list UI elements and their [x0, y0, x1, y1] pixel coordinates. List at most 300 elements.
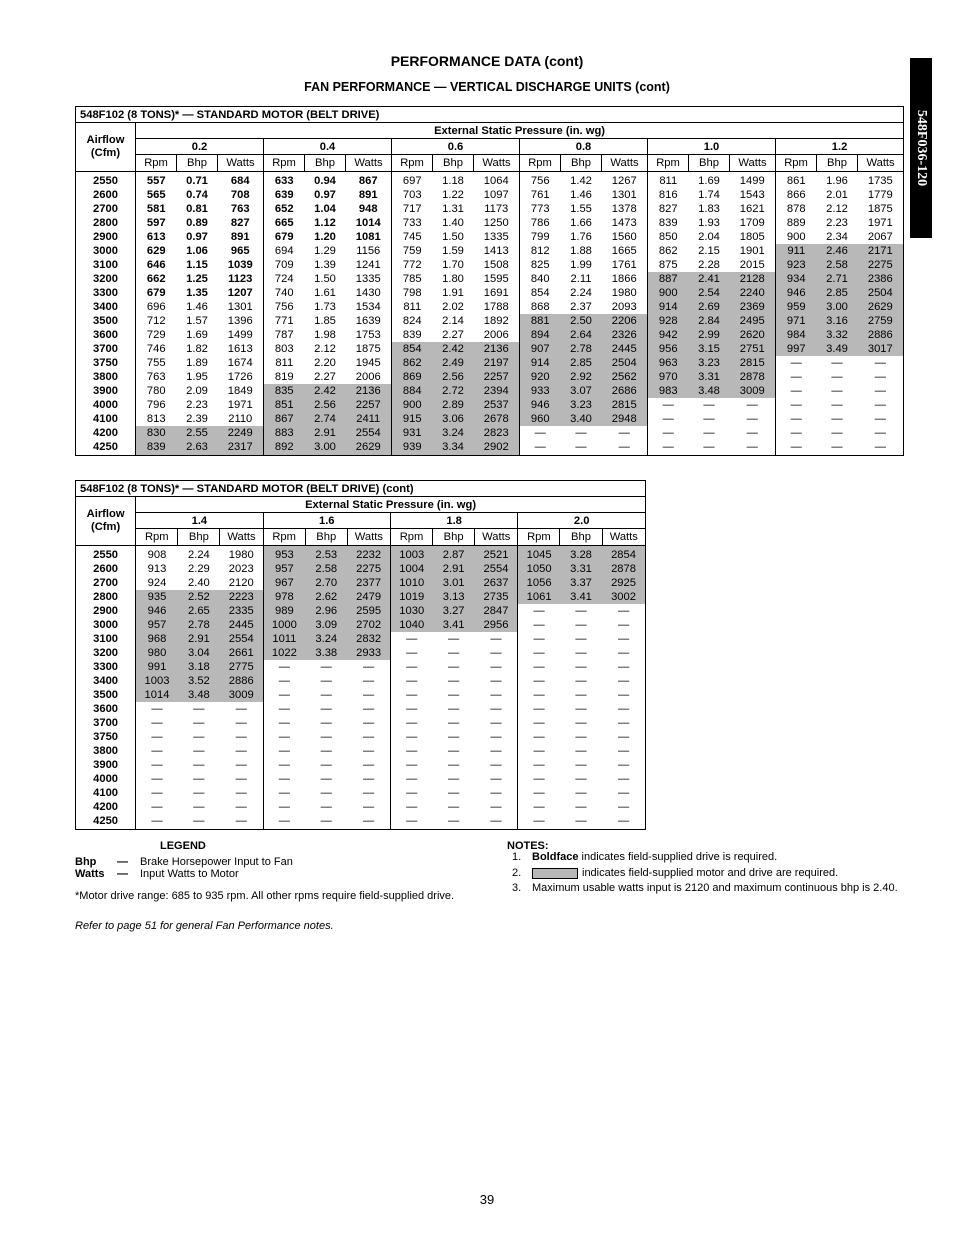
legend-abbr: Bhp — [75, 856, 97, 868]
data-cell: 3.37 — [560, 576, 602, 590]
data-cell: 697 — [392, 172, 433, 189]
data-cell: 613 — [136, 230, 177, 244]
data-cell: 0.94 — [314, 175, 336, 187]
data-cell: 3.16 — [817, 314, 858, 328]
data-cell: — — [263, 772, 305, 786]
data-cell: 980 — [136, 646, 178, 660]
table-row — [76, 412, 904, 426]
data-cell: — — [347, 716, 390, 730]
data-cell: 878 — [776, 202, 817, 216]
data-cell: — — [475, 772, 518, 786]
data-cell: 0.89 — [186, 217, 208, 229]
data-cell: 724 — [264, 272, 305, 286]
data-cell: — — [475, 660, 518, 674]
data-cell: — — [575, 647, 587, 659]
data-cell: — — [730, 426, 776, 440]
airflow-cell: 3800 — [76, 744, 136, 758]
data-cell: 1.95 — [186, 371, 208, 383]
airflow-cell: 4200 — [76, 800, 136, 814]
data-cell: 942 — [648, 328, 689, 342]
data-cell: — — [320, 689, 332, 701]
data-cell: — — [575, 787, 587, 799]
airflow-cell: 3300 — [76, 286, 136, 300]
page-subtitle: FAN PERFORMANCE — VERTICAL DISCHARGE UNITS (cont) — [304, 80, 670, 94]
data-cell: — — [263, 660, 305, 674]
data-cell: 3.34 — [433, 440, 474, 456]
data-cell: 935 — [136, 590, 178, 604]
data-cell: 1081 — [346, 230, 392, 244]
data-cell: — — [518, 702, 560, 716]
data-cell: 1156 — [346, 244, 392, 258]
data-cell: 2.84 — [689, 314, 730, 328]
data-cell: 2.78 — [561, 342, 602, 356]
data-cell: 2.15 — [698, 245, 720, 257]
data-cell: 771 — [264, 314, 305, 328]
data-cell: 786 — [520, 216, 561, 230]
data-cell: 984 — [776, 328, 817, 342]
data-cell: 1022 — [263, 646, 305, 660]
data-cell: 2.42 — [433, 342, 474, 356]
data-cell: 963 — [648, 356, 689, 370]
data-cell: — — [220, 716, 263, 730]
data-cell: 2637 — [475, 576, 518, 590]
data-cell: 2.63 — [177, 440, 218, 456]
data-cell: 2377 — [347, 576, 390, 590]
data-cell: 811 — [264, 356, 305, 370]
data-cell: 2386 — [858, 272, 904, 286]
data-cell: — — [575, 661, 587, 673]
data-cell: 2902 — [474, 440, 520, 456]
data-cell: 1.70 — [442, 259, 464, 271]
data-cell: 911 — [776, 244, 817, 258]
data-cell: 1971 — [858, 216, 904, 230]
data-cell: 827 — [218, 216, 264, 230]
data-cell: 2554 — [475, 562, 518, 576]
column-header: Rpm — [390, 529, 432, 546]
table-row — [76, 328, 904, 342]
data-cell: — — [263, 702, 305, 716]
data-cell: — — [858, 384, 904, 398]
column-header: Rpm — [520, 155, 561, 172]
data-cell: 2678 — [474, 412, 520, 426]
data-cell: 2249 — [218, 426, 264, 440]
data-cell: 2.72 — [433, 384, 474, 398]
data-cell: — — [448, 647, 460, 659]
data-cell: — — [518, 758, 560, 772]
data-cell: 2.23 — [826, 217, 848, 229]
data-cell: 1971 — [218, 398, 264, 412]
data-cell: — — [518, 618, 560, 632]
data-cell: 851 — [264, 398, 305, 412]
data-cell: 1.96 — [826, 175, 848, 187]
data-cell: — — [575, 633, 587, 645]
data-cell: 2.56 — [305, 398, 346, 412]
table-row — [76, 758, 646, 772]
data-cell: — — [730, 440, 776, 456]
table-row — [76, 744, 646, 758]
data-cell: 2197 — [474, 356, 520, 370]
airflow-cell: 2600 — [76, 188, 136, 202]
data-cell: 900 — [776, 230, 817, 244]
data-cell: 1.04 — [314, 203, 336, 215]
data-cell: 684 — [218, 172, 264, 189]
data-cell: — — [730, 412, 776, 426]
data-cell: — — [831, 371, 843, 383]
data-cell: 2.52 — [178, 590, 220, 604]
data-cell: — — [347, 800, 390, 814]
data-cell: 2.28 — [698, 259, 720, 271]
data-cell: — — [320, 787, 332, 799]
column-header: Watts — [218, 155, 264, 172]
data-cell: 983 — [648, 384, 689, 398]
data-cell: 907 — [520, 342, 561, 356]
data-cell: — — [520, 426, 561, 440]
data-cell: 1473 — [602, 216, 648, 230]
data-cell: 3009 — [220, 688, 263, 702]
data-cell: 2595 — [347, 604, 390, 618]
data-cell: — — [475, 632, 518, 646]
data-cell: — — [220, 800, 263, 814]
data-cell: — — [136, 772, 178, 786]
data-cell: — — [448, 759, 460, 771]
column-header: Rpm — [776, 155, 817, 172]
data-cell: 597 — [136, 216, 177, 230]
data-cell: 2.46 — [817, 244, 858, 258]
table-row — [76, 604, 646, 618]
data-cell: 0.97 — [186, 231, 208, 243]
data-cell: — — [475, 814, 518, 830]
refer-note: Refer to page 51 for general Fan Performance notes. — [75, 920, 334, 932]
data-cell: 2847 — [475, 604, 518, 618]
data-cell: 3.23 — [689, 356, 730, 370]
airflow-cell: 4000 — [76, 398, 136, 412]
data-cell: — — [193, 787, 205, 799]
table-row — [76, 244, 904, 258]
data-cell: 1014 — [346, 216, 392, 230]
airflow-cell: 3500 — [76, 688, 136, 702]
column-header: Rpm — [136, 155, 177, 172]
data-cell: 2206 — [602, 314, 648, 328]
airflow-cell: 2600 — [76, 562, 136, 576]
gray-swatch — [532, 868, 578, 879]
data-cell: 0.81 — [186, 203, 208, 215]
table-row — [76, 356, 904, 370]
airflow-cell: 4250 — [76, 814, 136, 830]
data-cell: 1.39 — [314, 259, 336, 271]
data-cell: 1543 — [730, 188, 776, 202]
note-2 — [512, 867, 900, 880]
data-cell: 1045 — [518, 546, 560, 563]
data-cell: 2136 — [346, 384, 392, 398]
data-cell: — — [448, 731, 460, 743]
data-cell: 2933 — [347, 646, 390, 660]
data-cell: 2759 — [858, 314, 904, 328]
data-cell: — — [347, 772, 390, 786]
data-cell: 763 — [136, 370, 177, 384]
data-cell: — — [648, 440, 689, 456]
data-cell: — — [390, 800, 432, 814]
data-cell: — — [305, 814, 347, 830]
data-cell: 946 — [136, 604, 178, 618]
column-header: Watts — [602, 155, 648, 172]
column-header: Watts — [347, 529, 390, 546]
airflow-cell: 2900 — [76, 604, 136, 618]
data-cell: 733 — [392, 216, 433, 230]
data-cell: 889 — [776, 216, 817, 230]
table-row — [76, 172, 904, 189]
data-cell: 991 — [136, 660, 178, 674]
data-cell: 1779 — [858, 188, 904, 202]
data-cell: — — [193, 731, 205, 743]
data-cell: 2886 — [220, 674, 263, 688]
data-cell: 2369 — [730, 300, 776, 314]
data-cell: — — [193, 759, 205, 771]
data-cell: 1621 — [730, 202, 776, 216]
data-cell: 3.40 — [561, 412, 602, 426]
data-cell: — — [263, 786, 305, 800]
data-cell: 2.91 — [305, 426, 346, 440]
data-cell: — — [390, 716, 432, 730]
data-cell: 2.09 — [186, 385, 208, 397]
data-cell: 679 — [264, 230, 305, 244]
data-cell: — — [858, 426, 904, 440]
data-cell: — — [776, 426, 817, 440]
data-cell: — — [730, 398, 776, 412]
pressure-header: 1.8 — [390, 513, 517, 529]
data-cell: — — [347, 674, 390, 688]
data-cell: — — [448, 661, 460, 673]
pressure-header: 0.8 — [520, 139, 648, 155]
data-cell: 840 — [520, 272, 561, 286]
data-cell: 1.55 — [570, 203, 592, 215]
data-cell: 1.20 — [314, 231, 336, 243]
data-cell: 756 — [264, 300, 305, 314]
data-cell: 1560 — [602, 230, 648, 244]
data-cell: — — [220, 758, 263, 772]
data-cell: 908 — [136, 546, 178, 563]
data-cell: — — [518, 604, 560, 618]
column-header: Watts — [475, 529, 518, 546]
column-header: Rpm — [263, 529, 305, 546]
data-cell: — — [390, 758, 432, 772]
data-cell: 755 — [136, 356, 177, 370]
column-header: Bhp — [817, 155, 858, 172]
data-cell: — — [831, 357, 843, 369]
data-cell: 2.74 — [305, 412, 346, 426]
data-cell: 939 — [392, 440, 433, 456]
data-cell: 1.50 — [314, 273, 336, 285]
pressure-header: 0.2 — [136, 139, 264, 155]
airflow-cell: 3700 — [76, 342, 136, 356]
data-cell: — — [475, 702, 518, 716]
data-cell: 2136 — [474, 342, 520, 356]
data-cell: 1.85 — [314, 315, 336, 327]
column-header: Bhp — [433, 155, 474, 172]
data-cell: 2.04 — [698, 231, 720, 243]
data-cell: 709 — [264, 258, 305, 272]
data-cell: 2128 — [730, 272, 776, 286]
table-row — [76, 562, 646, 576]
data-cell: 1674 — [218, 356, 264, 370]
data-cell: 1.12 — [314, 217, 336, 229]
data-cell: — — [602, 800, 645, 814]
data-cell: 1508 — [474, 258, 520, 272]
data-cell: 1.46 — [570, 189, 592, 201]
data-cell: 1014 — [136, 688, 178, 702]
data-cell: 1.74 — [698, 189, 720, 201]
data-cell: — — [390, 744, 432, 758]
data-cell: — — [575, 759, 587, 771]
table-row — [76, 440, 904, 456]
data-cell: 913 — [136, 562, 178, 576]
column-header: Watts — [602, 529, 645, 546]
data-cell: 839 — [648, 216, 689, 230]
data-cell: 1.59 — [442, 245, 464, 257]
data-cell: 3.49 — [817, 342, 858, 356]
data-cell: 2504 — [602, 356, 648, 370]
data-cell: 2.42 — [305, 384, 346, 398]
table-title: 548F102 (8 TONS)* — STANDARD MOTOR (BELT DRIVE) — [76, 107, 904, 123]
data-cell: — — [320, 745, 332, 757]
data-cell: — — [193, 773, 205, 785]
data-cell: 2223 — [220, 590, 263, 604]
data-cell: 2.62 — [305, 590, 347, 604]
column-header: Bhp — [689, 155, 730, 172]
data-cell: 2.54 — [689, 286, 730, 300]
legend-title: LEGEND — [160, 840, 206, 852]
data-cell: 646 — [136, 258, 177, 272]
data-cell: 1004 — [390, 562, 432, 576]
data-cell: 2.55 — [177, 426, 218, 440]
data-cell: 892 — [264, 440, 305, 456]
data-cell: — — [703, 399, 715, 411]
data-cell: 1.73 — [314, 301, 336, 313]
data-cell: — — [320, 801, 332, 813]
data-cell: 3.24 — [305, 632, 347, 646]
data-cell: — — [776, 356, 817, 370]
data-cell: 2257 — [346, 398, 392, 412]
data-cell: 1945 — [346, 356, 392, 370]
data-cell: 2629 — [858, 300, 904, 314]
data-cell: 948 — [346, 202, 392, 216]
data-cell: — — [858, 412, 904, 426]
airflow-cell: 3700 — [76, 716, 136, 730]
data-cell: 0.74 — [186, 189, 208, 201]
data-cell: 1.22 — [442, 189, 464, 201]
data-cell: 1761 — [602, 258, 648, 272]
data-cell: 2661 — [220, 646, 263, 660]
data-cell: 798 — [392, 286, 433, 300]
airflow-cell: 3100 — [76, 632, 136, 646]
data-cell: — — [390, 674, 432, 688]
data-cell: 2886 — [858, 328, 904, 342]
data-cell: 2.91 — [178, 632, 220, 646]
data-cell: — — [320, 675, 332, 687]
table-row — [76, 618, 646, 632]
data-cell: — — [602, 688, 645, 702]
data-cell: 923 — [776, 258, 817, 272]
data-cell: — — [178, 814, 220, 830]
data-cell: 968 — [136, 632, 178, 646]
fan-performance-table-2 — [75, 480, 646, 830]
data-cell: 959 — [776, 300, 817, 314]
data-cell: 759 — [392, 244, 433, 258]
data-cell: 3.04 — [178, 646, 220, 660]
data-cell: 1030 — [390, 604, 432, 618]
data-cell: 1011 — [263, 632, 305, 646]
data-cell: — — [390, 632, 432, 646]
airflow-header — [76, 123, 136, 172]
table-row — [76, 660, 646, 674]
airflow-cell: 4100 — [76, 412, 136, 426]
data-cell: — — [220, 786, 263, 800]
data-cell: 1499 — [218, 328, 264, 342]
data-cell: — — [193, 745, 205, 757]
data-cell: 1.31 — [442, 203, 464, 215]
data-cell: — — [347, 758, 390, 772]
table-row — [76, 702, 646, 716]
data-cell: 2.12 — [826, 203, 848, 215]
data-cell: — — [220, 702, 263, 716]
data-cell: 914 — [648, 300, 689, 314]
data-cell: — — [831, 427, 843, 439]
data-cell: 1430 — [346, 286, 392, 300]
data-cell: 1.50 — [442, 231, 464, 243]
data-cell: — — [602, 730, 645, 744]
note-bold-word: Boldface — [532, 851, 579, 863]
airflow-cell: 3750 — [76, 730, 136, 744]
data-cell: 1.80 — [442, 273, 464, 285]
data-cell: 819 — [264, 370, 305, 384]
data-cell: 1.61 — [314, 287, 336, 299]
column-header: Bhp — [178, 529, 220, 546]
data-cell: 2495 — [730, 314, 776, 328]
data-cell: — — [390, 814, 432, 830]
static-pressure-header: External Static Pressure (in. wg) — [136, 497, 646, 513]
data-cell: — — [220, 730, 263, 744]
pressure-header: 1.4 — [136, 513, 263, 529]
data-cell: 1613 — [218, 342, 264, 356]
data-cell: 3.48 — [689, 384, 730, 398]
data-cell: 811 — [648, 172, 689, 189]
data-cell: 970 — [648, 370, 689, 384]
data-cell: 1.82 — [186, 343, 208, 355]
data-cell: — — [390, 772, 432, 786]
data-cell: 967 — [263, 576, 305, 590]
data-cell: — — [475, 800, 518, 814]
data-cell: 3.09 — [305, 618, 347, 632]
data-cell: 1267 — [602, 172, 648, 189]
data-cell: — — [858, 440, 904, 456]
data-cell: 1805 — [730, 230, 776, 244]
airflow-cell: 3400 — [76, 674, 136, 688]
data-cell: 1056 — [518, 576, 560, 590]
data-cell: 2445 — [602, 342, 648, 356]
column-header: Bhp — [177, 155, 218, 172]
data-cell: — — [433, 814, 475, 830]
data-cell: 2854 — [602, 546, 645, 563]
airflow-cell: 4100 — [76, 786, 136, 800]
data-cell: 839 — [392, 328, 433, 342]
data-cell: — — [703, 413, 715, 425]
data-cell: — — [575, 605, 587, 617]
data-cell: 3.00 — [305, 440, 346, 456]
column-header: Watts — [474, 155, 520, 172]
data-cell: 1788 — [474, 300, 520, 314]
data-cell: 2.20 — [314, 357, 336, 369]
airflow-header — [76, 497, 136, 546]
data-cell: 1726 — [218, 370, 264, 384]
